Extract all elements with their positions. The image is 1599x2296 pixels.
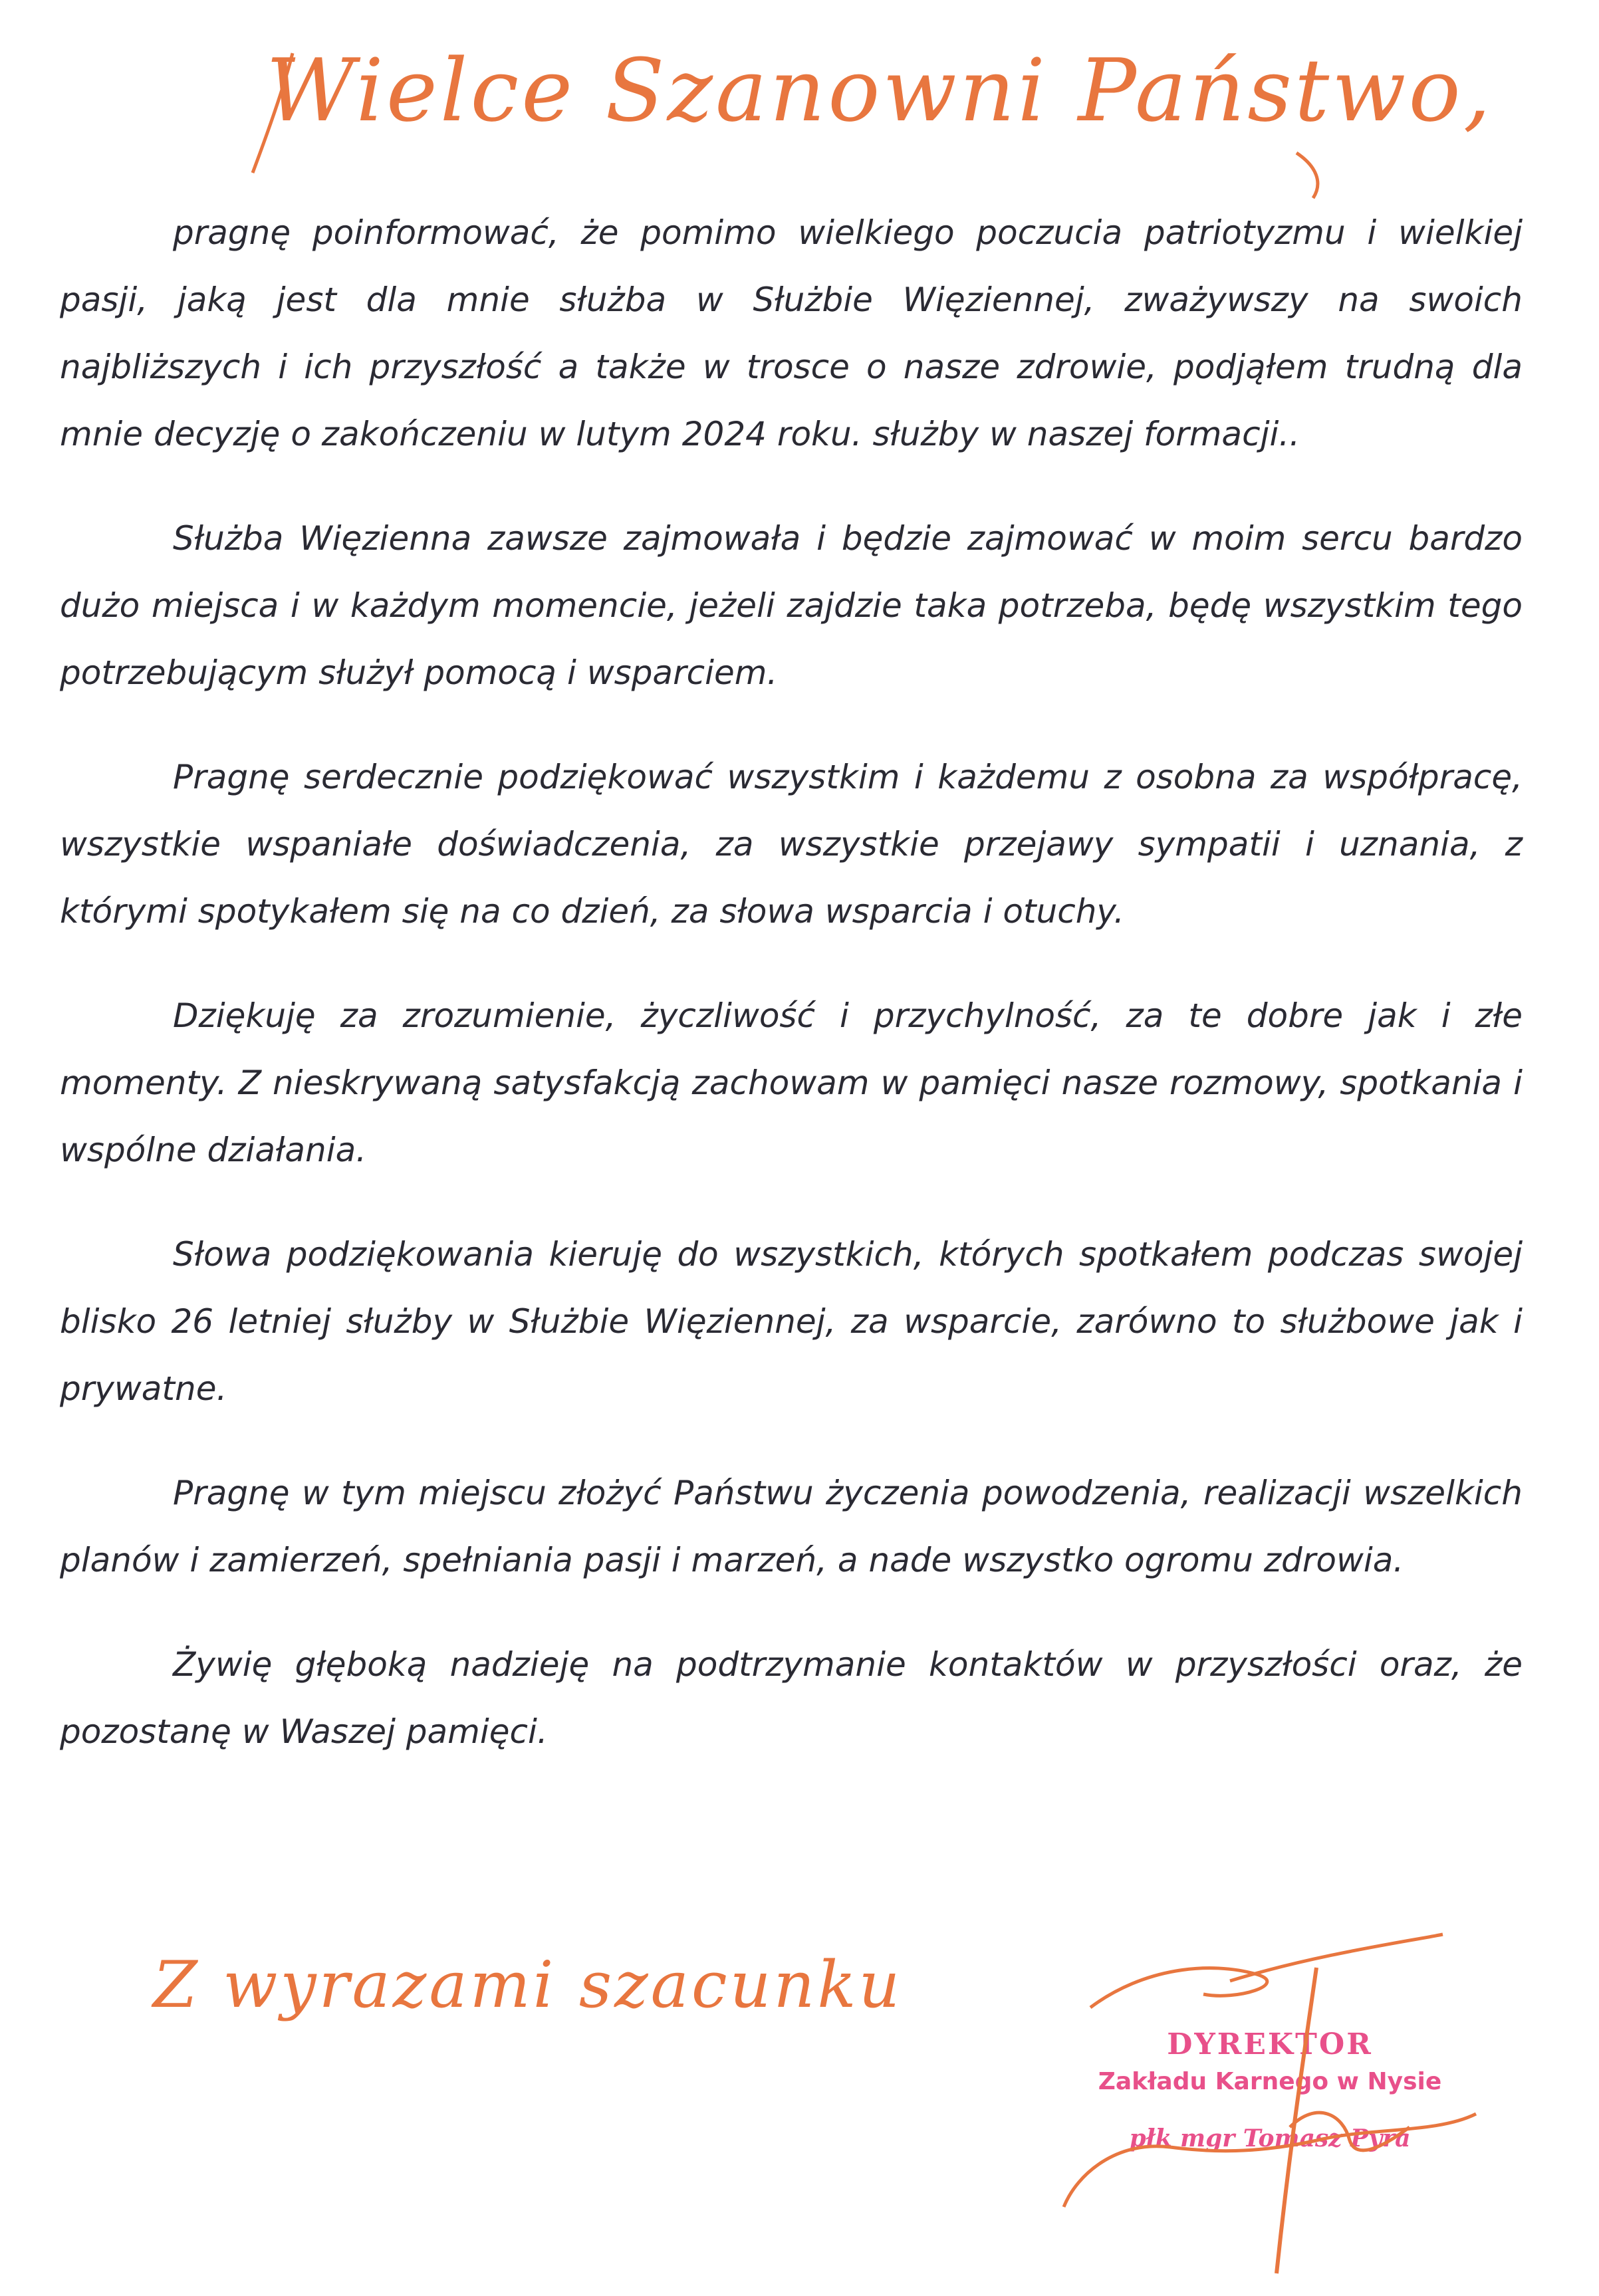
paragraph: Żywię głęboką nadzieję na podtrzymanie kontaktów w przyszłości oraz, że pozostanę w Waszej pamięci.	[60, 1645, 1523, 1751]
handwritten-signature	[1037, 1928, 1503, 2287]
stamp-name: płk mgr Tomasz Pyra	[1129, 2124, 1411, 2152]
letter-body	[60, 199, 1523, 1766]
closing-phrase: Z wyrazami szacunku	[153, 1948, 903, 2022]
paragraph: Służba Więzienna zawsze zajmowała i będzie zajmować w moim sercu bardzo dużo miejsca i w każdym momencie, jeżeli zajdzie taka potrzeba, będę wszystkim tego potrzebującym służył pomocą i wsparciem.	[60, 519, 1523, 692]
stamp-organization: Zakładu Karnego w Nysie	[1098, 2068, 1442, 2095]
paragraph: Pragnę serdecznie podziękować wszystkim i każdemu z osobna za współpracę, wszystkie wspaniałe doświadczenia, za wszystkie przejawy sympatii i uznania, z którymi spotykałem się na co dzień, za słowa wsparcia i otuchy.	[60, 758, 1523, 931]
paragraph: Słowa podziękowania kieruję do wszystkich, których spotkałem podczas swojej blisko 26 letniej służby w Służbie Więziennej, za wsparcie, zarówno to służbowe jak i prywatne.	[60, 1235, 1523, 1408]
paragraph: Pragnę w tym miejscu złożyć Państwu życzenia powodzenia, realizacji wszelkich planów i zamierzeń, spełniania pasji i marzeń, a nade wszystko ogromu zdrowia.	[60, 1474, 1523, 1579]
paragraph: Dziękuję za zrozumienie, życzliwość i przychylność, za te dobre jak i złe momenty. Z nieskrywaną satysfakcją zachowam w pamięci nasze rozmowy, spotkania i wspólne działania.	[60, 996, 1523, 1169]
stamp-title: DYREKTOR	[1167, 2027, 1373, 2061]
salutation: Wielce Szanowni Państwo,	[266, 40, 1494, 141]
paragraph: pragnę poinformować, że pomimo wielkiego poczucia patriotyzmu i wielkiej pasji, jaką jest dla mnie służba w Służbie Więziennej, zważywszy na swoich najbliższych i ich przyszłość a także w trosce o nasze zdrowie, podjąłem trudną dla mnie decyzję o zakończeniu w lutym 2024 roku. służby w naszej formacji..	[60, 213, 1523, 453]
